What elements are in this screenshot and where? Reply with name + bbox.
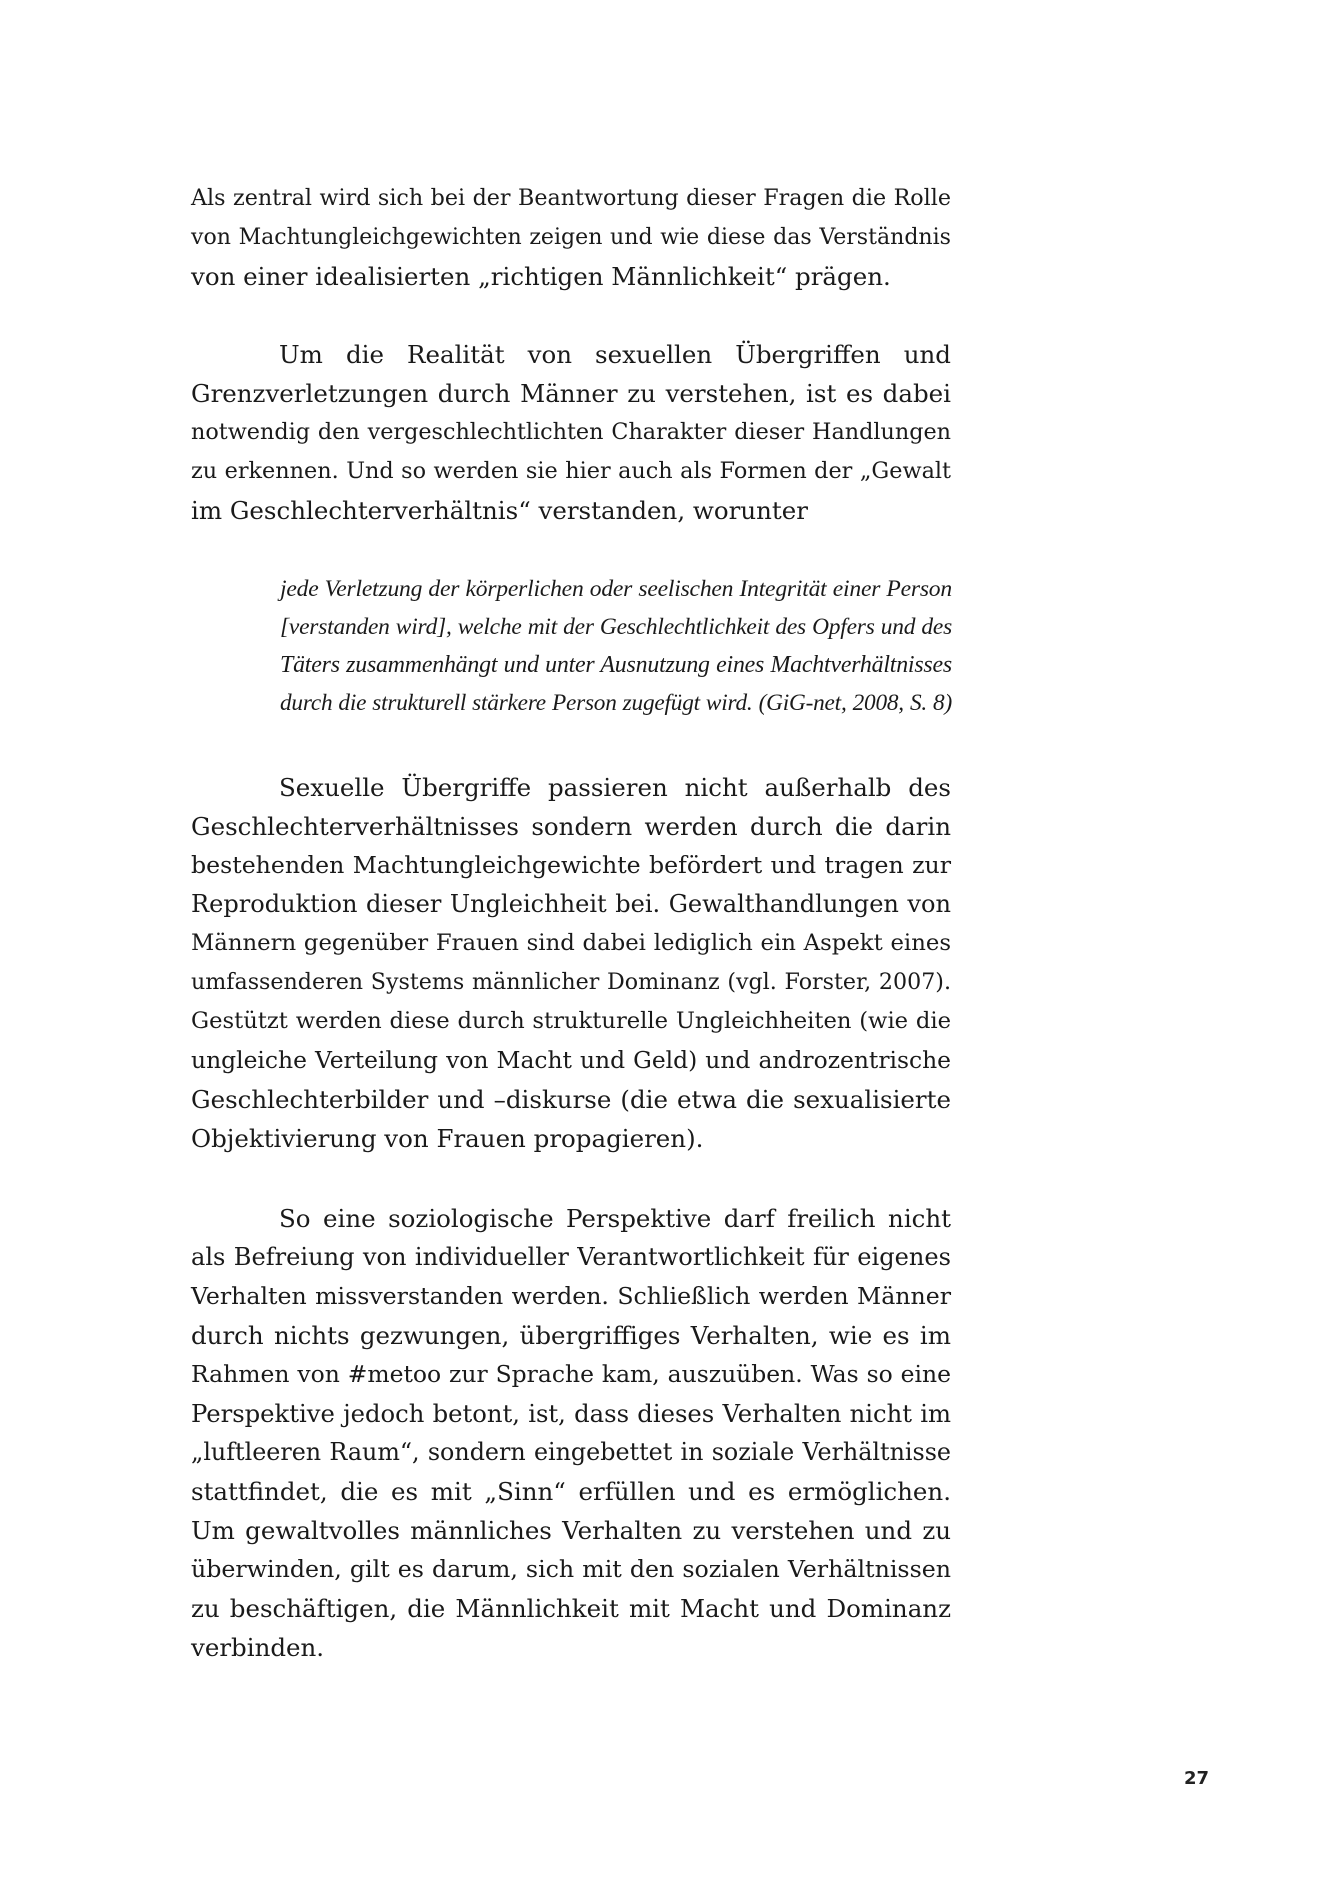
text-line: bestehenden Machtungleichgewichte befördert und tragen zur <box>191 851 951 879</box>
text-line: verbinden. <box>191 1633 325 1662</box>
text-line: umfassenderen Systems männlicher Dominanz (vgl. Forster, 2007). <box>191 969 951 995</box>
text-line: Geschlechterbilder und –diskurse (die etwa die sexualisierte <box>191 1085 951 1114</box>
quote-line: Täters zusammenhängt und unter Ausnutzung eines Machtverhältnisses <box>280 652 952 678</box>
paragraph-3 <box>191 768 951 1158</box>
text-line: notwendig den vergeschlechtlichten Charakter dieser Handlungen <box>191 419 951 445</box>
text-line: zu erkennen. Und so werden sie hier auch als Formen der „Gewalt <box>191 458 951 484</box>
paragraph-1 <box>191 179 951 296</box>
text-line: Geschlechterverhältnisses sondern werden durch die darin <box>191 812 951 841</box>
text-line: „luftleeren Raum“, sondern eingebettet in soziale Verhältnisse <box>191 1438 951 1466</box>
text-line: Perspektive jedoch betont, ist, dass dieses Verhalten nicht im <box>191 1399 951 1428</box>
text-line: Gestützt werden diese durch strukturelle Ungleichheiten (wie die <box>191 1008 951 1034</box>
text-line: Grenzverletzungen durch Männer zu verstehen, ist es dabei <box>191 379 951 408</box>
text-line: im Geschlechterverhältnis“ verstanden, worunter <box>191 496 808 525</box>
text-line: Um gewaltvolles männliches Verhalten zu verstehen und zu <box>191 1516 951 1545</box>
text-line: überwinden, gilt es darum, sich mit den sozialen Verhältnissen <box>191 1555 951 1583</box>
quote-line: durch die strukturell stärkere Person zugefügt wird. (GiG-net, 2008, S. 8) <box>280 690 952 716</box>
text-line: zu beschäftigen, die Männlichkeit mit Macht und Dominanz <box>191 1594 951 1623</box>
paragraph-4 <box>191 1199 951 1667</box>
text-line: Objektivierung von Frauen propagieren). <box>191 1124 704 1153</box>
text-line: durch nichts gezwungen, übergriffiges Verhalten, wie es im <box>191 1321 951 1350</box>
paragraph-2 <box>191 335 951 530</box>
quote-line: [verstanden wird], welche mit der Geschlechtlichkeit des Opfers und des <box>280 614 952 640</box>
text-line: Reproduktion dieser Ungleichheit bei. Gewalthandlungen von <box>191 890 951 918</box>
text-line: von Machtungleichgewichten zeigen und wie diese das Verständnis <box>191 225 951 250</box>
text-line: ungleiche Verteilung von Macht und Geld) und androzentrische <box>191 1046 951 1074</box>
text-line: So eine soziologische Perspektive darf freilich nicht <box>279 1204 951 1233</box>
page-number: 27 <box>1183 1768 1209 1789</box>
text-line: Um die Realität von sexuellen Übergriffen und <box>279 340 951 369</box>
text-line: Verhalten missverstanden werden. Schließlich werden Männer <box>191 1282 951 1310</box>
text-line: stattfindet, die es mit „Sinn“ erfüllen und es ermöglichen. <box>191 1477 951 1506</box>
text-line: als Befreiung von individueller Verantwortlichkeit für eigenes <box>191 1243 951 1271</box>
block-quote <box>280 570 952 722</box>
text-line: Sexuelle Übergriffe passieren nicht außerhalb des <box>279 773 951 802</box>
text-line: von einer idealisierten „richtigen Männlichkeit“ prägen. <box>191 262 891 291</box>
quote-line: jede Verletzung der körperlichen oder seelischen Integrität einer Person <box>280 576 952 602</box>
text-line: Als zentral wird sich bei der Beantwortung dieser Fragen die Rolle <box>191 185 951 211</box>
text-line: Männern gegenüber Frauen sind dabei lediglich ein Aspekt eines <box>191 930 951 956</box>
text-line: Rahmen von #metoo zur Sprache kam, auszuüben. Was so eine <box>191 1360 951 1388</box>
